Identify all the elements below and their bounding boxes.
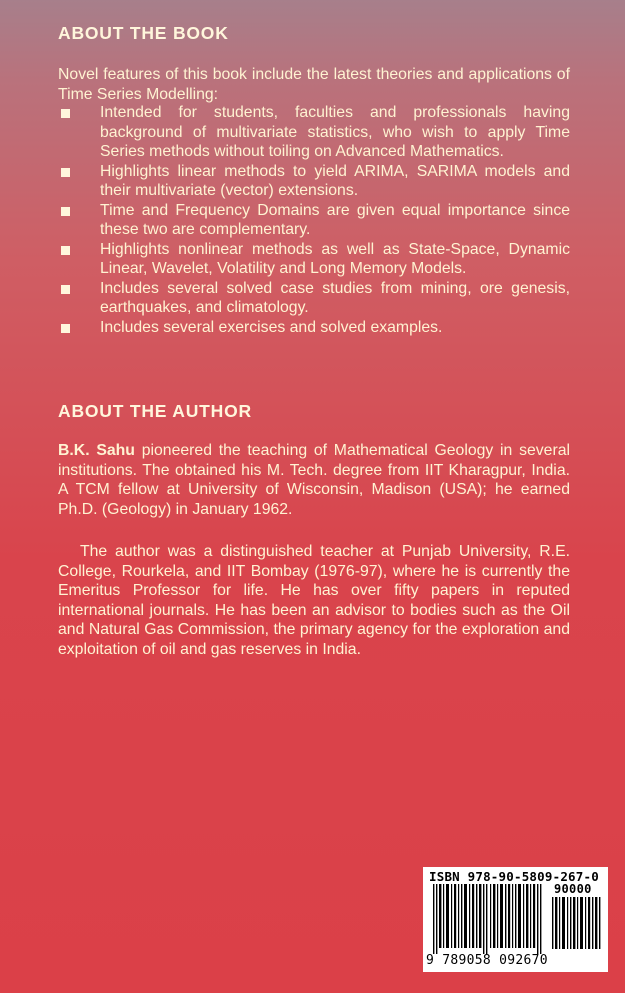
feature-text: Intended for students, faculties and professionals having background of multivariate statistics, who wish to apply Time Series methods without toiling on Advanced Mathematics. <box>100 104 570 160</box>
feature-item <box>58 103 570 162</box>
author-career-paragraph: The author was a distinguished teacher at Punjab University, R.E. College, Rourkela, and IIT Bombay (1976-97), where he is currently the Emeritus Professor for life. He has over fifty papers in reputed international journals. He has been an advisor to bodies such as the Oil and Natural Gas Commission, the primary agency for the exploration and exploitation of oil and gas reserves in India. <box>58 543 570 658</box>
feature-list <box>58 103 570 337</box>
feature-text: Time and Frequency Domains are given equal importance since these two are complementary. <box>100 201 570 238</box>
price-code: 90000 <box>554 882 592 896</box>
isbn-barcode <box>423 867 608 972</box>
ean-barcode-bars <box>427 884 547 954</box>
square-bullet-icon <box>61 109 70 118</box>
square-bullet-icon <box>61 324 70 333</box>
feature-item <box>58 240 570 279</box>
isbn-label: ISBN 978-90-5809-267-0 <box>429 869 599 884</box>
square-bullet-icon <box>61 207 70 216</box>
feature-item <box>58 318 570 338</box>
feature-text: Includes several solved case studies from mining, ore genesis, earthquakes, and climatology. <box>100 279 570 316</box>
feature-text: Includes several exercises and solved examples. <box>100 318 443 336</box>
feature-item <box>58 201 570 240</box>
ean-digits: 9 789058 092670 <box>426 953 548 968</box>
feature-item <box>58 162 570 201</box>
addon-barcode-bars <box>551 897 603 949</box>
about-book-heading: ABOUT THE BOOK <box>58 23 229 43</box>
square-bullet-icon <box>61 168 70 177</box>
feature-text: Highlights linear methods to yield ARIMA, SARIMA models and their multivariate (vector) extensions. <box>100 162 570 199</box>
about-author-heading: ABOUT THE AUTHOR <box>58 401 252 421</box>
book-intro-text: Novel features of this book include the latest theories and applications of Time Series Modelling: <box>58 66 570 103</box>
author-bio-text: pioneered the teaching of Mathematical Geology in several institutions. The obtained his M. Tech. degree from IIT Kharagpur, India. A TCM fellow at University of Wisconsin, Madison (USA); he earned Ph.D. (Geology) in January 1962. <box>58 442 571 518</box>
author-name: B.K. Sahu <box>58 442 135 459</box>
feature-item <box>58 279 570 318</box>
square-bullet-icon <box>61 285 70 294</box>
feature-text: Highlights nonlinear methods as well as State-Space, Dynamic Linear, Wavelet, Volatility and Long Memory Models. <box>100 240 570 277</box>
square-bullet-icon <box>61 246 70 255</box>
author-bio-paragraph <box>58 441 570 519</box>
